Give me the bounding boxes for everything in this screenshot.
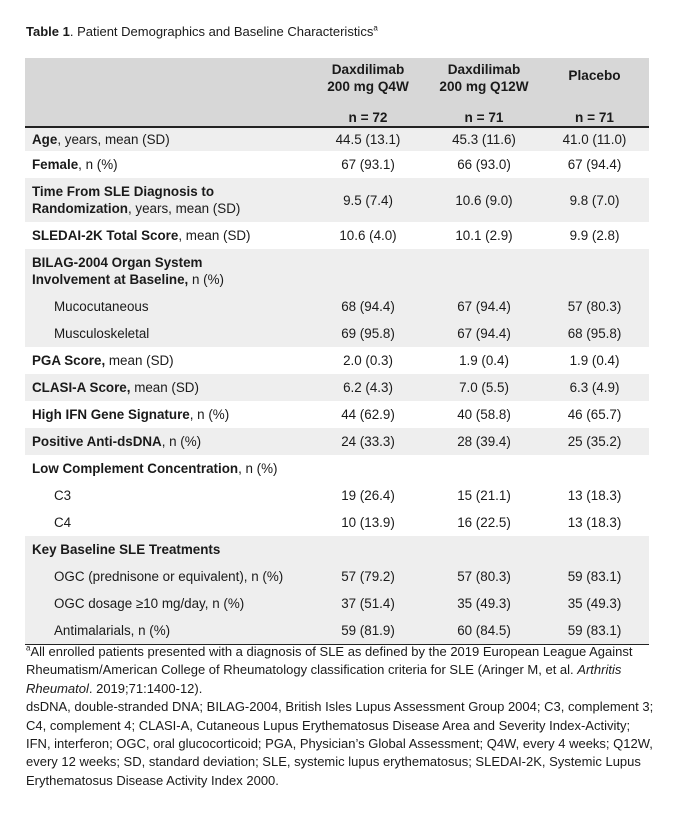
header-col-placebo bbox=[540, 58, 649, 127]
table-row-female bbox=[25, 151, 649, 178]
cell-q12w: 1.9 (0.4) bbox=[459, 353, 509, 368]
cell-q4w: 24 (33.3) bbox=[341, 434, 395, 449]
table-row-anti-dsdna bbox=[25, 428, 649, 455]
row-label: Low Complement Concentration, n (%) bbox=[32, 461, 278, 476]
table-title bbox=[26, 24, 378, 40]
table-footnotes bbox=[26, 643, 656, 790]
header-line1: Daxdilimab bbox=[331, 62, 405, 77]
cell-placebo: 57 (80.3) bbox=[567, 299, 622, 314]
cell-q4w: 2.0 (0.3) bbox=[343, 353, 393, 368]
cell-placebo: 25 (35.2) bbox=[567, 434, 622, 449]
header-n: n = 71 bbox=[464, 110, 504, 125]
cell-q4w: 69 (95.8) bbox=[341, 326, 395, 341]
table-row-time-from-diagnosis bbox=[25, 178, 649, 222]
table-row-bilag-heading bbox=[25, 249, 649, 293]
cell-placebo: 41.0 (11.0) bbox=[562, 132, 627, 147]
footnote-a bbox=[26, 643, 656, 698]
cell-q12w: 66 (93.0) bbox=[457, 157, 511, 172]
cell-q4w: 19 (26.4) bbox=[341, 488, 395, 503]
row-label: Age, years, mean (SD) bbox=[32, 132, 170, 147]
table-number: Table 1 bbox=[26, 24, 70, 39]
cell-q12w: 35 (49.3) bbox=[457, 596, 511, 611]
cell-placebo: 59 (83.1) bbox=[567, 569, 622, 584]
cell-q12w: 60 (84.5) bbox=[457, 622, 511, 638]
row-label: BILAG-2004 Organ System Involvement at Baseline, n (%) bbox=[32, 255, 224, 287]
table-row-clasi bbox=[25, 374, 649, 401]
cell-q4w: 57 (79.2) bbox=[341, 569, 395, 584]
table-row-treatments-heading bbox=[25, 536, 649, 563]
table-row-ifn bbox=[25, 401, 649, 428]
cell-empty bbox=[428, 249, 540, 293]
header-n: n = 71 bbox=[575, 110, 614, 125]
cell-q12w: 40 (58.8) bbox=[457, 407, 511, 422]
cell-q12w: 28 (39.4) bbox=[457, 434, 511, 449]
row-label: CLASI-A Score, mean (SD) bbox=[32, 380, 199, 395]
abbreviations: dsDNA, double-stranded DNA; BILAG-2004, British Isles Lupus Assessment Group 2004; C3, complement 3; C4, complement 4; CLASI-A, Cutaneous Lupus Erythematosus Disease Area and Severity Index-Activity; IFN, interferon; OGC, oral glucocorticoid; PGA, Physician’s Global Assessment; Q4W, every 4 weeks; Q12W, every 12 weeks; SD, standard deviation; SLE, systemic lupus erythematosus; SLEDAI-2K, Systemic Lupus Erythematosus Disease Activity Index 2000. bbox=[26, 699, 654, 788]
cell-empty bbox=[540, 249, 649, 293]
cell-placebo: 13 (18.3) bbox=[567, 488, 622, 503]
cell-placebo: 67 (94.4) bbox=[567, 157, 622, 172]
header-line1: Placebo bbox=[568, 68, 621, 83]
header-n: n = 72 bbox=[348, 110, 388, 125]
row-label: Antimalarials, n (%) bbox=[54, 622, 171, 638]
footnote-text: All enrolled patients presented with a diagnosis of SLE as defined by the 2019 European League Against Rheumatism/American College of Rheumatology classification criteria for SLE (Aringer M, et al. bbox=[26, 644, 633, 678]
header-line2: 200 mg Q12W bbox=[439, 79, 529, 94]
cell-q12w: 67 (94.4) bbox=[457, 326, 511, 341]
row-label: OGC (prednisone or equivalent), n (%) bbox=[54, 569, 284, 584]
cell-placebo: 68 (95.8) bbox=[567, 326, 622, 341]
table-row-complement-heading bbox=[25, 455, 649, 482]
row-label: Mucocutaneous bbox=[54, 299, 149, 314]
cell-q4w: 67 (93.1) bbox=[341, 157, 395, 172]
cell-q12w: 67 (94.4) bbox=[457, 299, 511, 314]
header-line2: 200 mg Q4W bbox=[327, 79, 409, 94]
cell-q4w: 10.6 (4.0) bbox=[339, 228, 397, 243]
table-row-ogc-dosage bbox=[25, 590, 649, 617]
cell-placebo: 6.3 (4.9) bbox=[569, 380, 620, 395]
row-label: Time From SLE Diagnosis to Randomization, years, mean (SD) bbox=[32, 184, 241, 216]
cell-q4w: 68 (94.4) bbox=[341, 299, 395, 314]
row-label: C4 bbox=[54, 515, 72, 530]
row-label: Female, n (%) bbox=[32, 157, 118, 172]
cell-q4w: 59 (81.9) bbox=[341, 622, 395, 638]
row-label: Musculoskeletal bbox=[54, 326, 150, 341]
footnote-marker: a bbox=[26, 643, 31, 653]
demographics-table bbox=[25, 58, 649, 645]
cell-q4w: 37 (51.4) bbox=[341, 596, 395, 611]
table-header-row bbox=[25, 58, 649, 127]
row-label: OGC dosage ≥10 mg/day, n (%) bbox=[54, 596, 245, 611]
table-row-antimalarials bbox=[25, 617, 649, 644]
table-row-c4 bbox=[25, 509, 649, 536]
table-caption: . Patient Demographics and Baseline Characteristics bbox=[69, 24, 374, 39]
cell-q12w: 15 (21.1) bbox=[457, 488, 511, 503]
row-label: SLEDAI-2K Total Score, mean (SD) bbox=[32, 228, 251, 243]
cell-q12w: 45.3 (11.6) bbox=[452, 132, 516, 147]
journal-name: Arthritis Rheumatol bbox=[26, 662, 622, 696]
cell-placebo: 46 (65.7) bbox=[567, 407, 622, 422]
table-row-ogc bbox=[25, 563, 649, 590]
cell-q12w: 10.6 (9.0) bbox=[455, 192, 513, 208]
cell-placebo: 9.8 (7.0) bbox=[569, 192, 620, 208]
cell-placebo: 35 (49.3) bbox=[567, 596, 622, 611]
cell-q12w: 16 (22.5) bbox=[457, 515, 511, 530]
cell-q4w: 9.5 (7.4) bbox=[343, 192, 393, 208]
table-row-sledai bbox=[25, 222, 649, 249]
row-label: PGA Score, mean (SD) bbox=[32, 353, 174, 368]
footnote-marker: a bbox=[373, 23, 378, 33]
header-col-q4w bbox=[308, 58, 428, 127]
cell-empty bbox=[308, 249, 428, 293]
row-label: Positive Anti-dsDNA, n (%) bbox=[32, 434, 202, 449]
cell-placebo: 1.9 (0.4) bbox=[569, 353, 620, 368]
cell-q12w: 57 (80.3) bbox=[457, 569, 511, 584]
cell-q4w: 44 (62.9) bbox=[341, 407, 395, 422]
table-row-pga bbox=[25, 347, 649, 374]
row-label: Key Baseline SLE Treatments bbox=[32, 542, 221, 557]
cell-placebo: 9.9 (2.8) bbox=[569, 228, 620, 243]
cell-q12w: 10.1 (2.9) bbox=[455, 228, 513, 243]
cell-placebo: 13 (18.3) bbox=[567, 515, 622, 530]
table-row-musculoskeletal bbox=[25, 320, 649, 347]
cell-q4w: 10 (13.9) bbox=[341, 515, 395, 530]
header-col-q12w bbox=[428, 58, 540, 127]
cell-q12w: 7.0 (5.5) bbox=[459, 380, 509, 395]
cell-placebo: 59 (83.1) bbox=[567, 622, 622, 638]
table-row-mucocutaneous bbox=[25, 293, 649, 320]
header-line1: Daxdilimab bbox=[447, 62, 521, 77]
footnote-text: . 2019;71:1400-12). bbox=[88, 680, 203, 696]
header-label-cell bbox=[25, 58, 308, 127]
row-label: C3 bbox=[54, 488, 72, 503]
table-row-c3 bbox=[25, 482, 649, 509]
cell-q4w: 44.5 (13.1) bbox=[335, 132, 401, 147]
row-label: High IFN Gene Signature, n (%) bbox=[32, 407, 230, 422]
cell-q4w: 6.2 (4.3) bbox=[343, 380, 393, 395]
table-row-age bbox=[25, 127, 649, 151]
